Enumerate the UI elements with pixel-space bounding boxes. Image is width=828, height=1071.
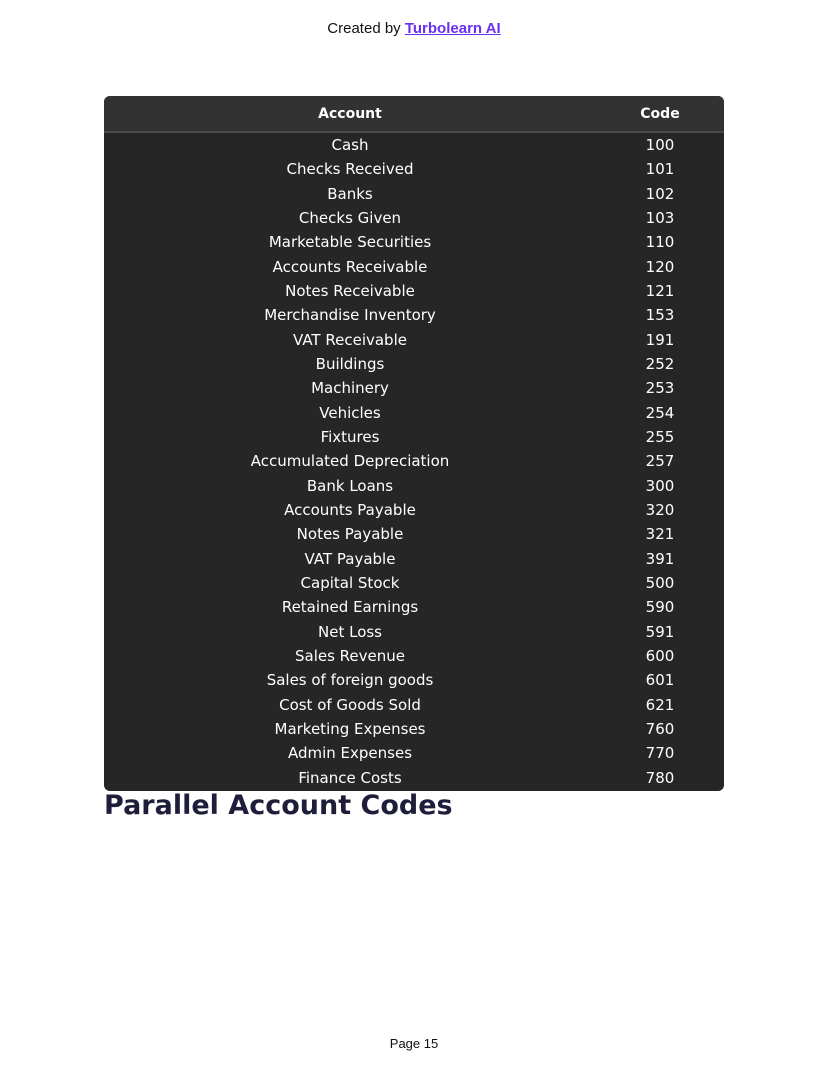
table-row <box>104 401 724 425</box>
account-name-cell: Merchandise Inventory <box>264 306 436 325</box>
account-code-cell: 254 <box>645 403 675 422</box>
table-row <box>104 132 724 157</box>
account-code-cell: 391 <box>645 549 675 568</box>
table-row <box>104 449 724 473</box>
table-row <box>104 766 724 790</box>
account-name-cell: Sales of foreign goods <box>266 671 434 690</box>
account-name-cell: Accumulated Depreciation <box>250 452 450 471</box>
account-name-cell: Notes Payable <box>296 525 404 544</box>
table-row <box>104 376 724 400</box>
table-row <box>104 206 724 230</box>
account-name-cell: Fixtures <box>320 428 380 447</box>
account-name-cell: Marketing Expenses <box>274 720 426 739</box>
table-body <box>104 132 724 790</box>
account-code-cell: 255 <box>645 428 675 447</box>
credit-line <box>0 20 828 37</box>
account-name-cell: Finance Costs <box>298 768 402 787</box>
table-row <box>104 279 724 303</box>
account-code-cell: 601 <box>645 671 675 690</box>
table-row <box>104 425 724 449</box>
table-header-row <box>104 96 724 132</box>
account-name-cell: Accounts Receivable <box>272 257 428 276</box>
account-name-cell: VAT Payable <box>304 549 396 568</box>
account-name-cell: Notes Receivable <box>285 282 415 301</box>
account-code-cell: 257 <box>645 452 675 471</box>
table-row <box>104 693 724 717</box>
table-row <box>104 668 724 692</box>
account-code-cell: 770 <box>645 744 675 763</box>
account-column-header: Account <box>104 96 596 132</box>
account-name-cell: Cost of Goods Sold <box>279 695 421 714</box>
section-title: Parallel Account Codes <box>104 790 453 821</box>
account-name-cell: VAT Receivable <box>293 330 407 349</box>
account-code-cell: 321 <box>645 525 675 544</box>
account-code-cell: 120 <box>645 257 675 276</box>
account-name-cell: Capital Stock <box>300 574 400 593</box>
account-name-cell: Bank Loans <box>306 476 394 495</box>
account-name-cell: Checks Received <box>286 160 414 179</box>
table-row <box>104 498 724 522</box>
account-code-cell: 252 <box>645 355 675 374</box>
table-row <box>104 474 724 498</box>
table-row <box>104 328 724 352</box>
table-row <box>104 644 724 668</box>
account-code-cell: 320 <box>645 501 675 520</box>
account-name-cell: Buildings <box>315 355 385 374</box>
account-name-cell: Cash <box>331 136 369 155</box>
account-code-cell: 101 <box>645 160 675 179</box>
account-name-cell: Banks <box>327 184 373 203</box>
code-column-header: Code <box>596 96 724 132</box>
account-codes-table-container <box>104 96 724 791</box>
account-code-cell: 590 <box>645 598 675 617</box>
account-name-cell: Checks Given <box>298 209 402 228</box>
account-code-cell: 102 <box>645 184 675 203</box>
turbolearn-link[interactable]: Turbolearn AI <box>404 20 501 37</box>
table-row <box>104 157 724 181</box>
credit-prefix: Created by <box>327 20 405 37</box>
table-row <box>104 717 724 741</box>
account-name-cell: Vehicles <box>319 403 381 422</box>
table-row <box>104 182 724 206</box>
table-row <box>104 620 724 644</box>
account-code-cell: 253 <box>645 379 675 398</box>
table-row <box>104 255 724 279</box>
account-code-cell: 300 <box>645 476 675 495</box>
account-code-cell: 153 <box>645 306 675 325</box>
table-row <box>104 352 724 376</box>
table-row <box>104 571 724 595</box>
table-row <box>104 547 724 571</box>
account-code-cell: 780 <box>645 768 675 787</box>
account-code-cell: 121 <box>645 282 675 301</box>
page-number: Page 15 <box>389 1036 439 1051</box>
account-code-cell: 500 <box>645 574 675 593</box>
account-code-cell: 191 <box>645 330 675 349</box>
table-row <box>104 741 724 765</box>
account-name-cell: Retained Earnings <box>281 598 419 617</box>
table-row <box>104 230 724 254</box>
account-name-cell: Machinery <box>311 379 389 398</box>
account-name-cell: Sales Revenue <box>294 647 406 666</box>
account-codes-table <box>104 96 724 790</box>
account-code-cell: 103 <box>645 209 675 228</box>
account-name-cell: Net Loss <box>318 622 382 641</box>
account-code-cell: 100 <box>645 136 675 155</box>
account-name-cell: Admin Expenses <box>287 744 413 763</box>
account-code-cell: 621 <box>645 695 675 714</box>
account-name-cell: Marketable Securities <box>268 233 432 252</box>
account-code-cell: 591 <box>645 622 675 641</box>
table-row <box>104 303 724 327</box>
table-row <box>104 522 724 546</box>
account-code-cell: 110 <box>645 233 675 252</box>
account-name-cell: Accounts Payable <box>284 501 416 520</box>
table-row <box>104 595 724 619</box>
account-code-cell: 600 <box>645 647 675 666</box>
account-code-cell: 760 <box>645 720 675 739</box>
